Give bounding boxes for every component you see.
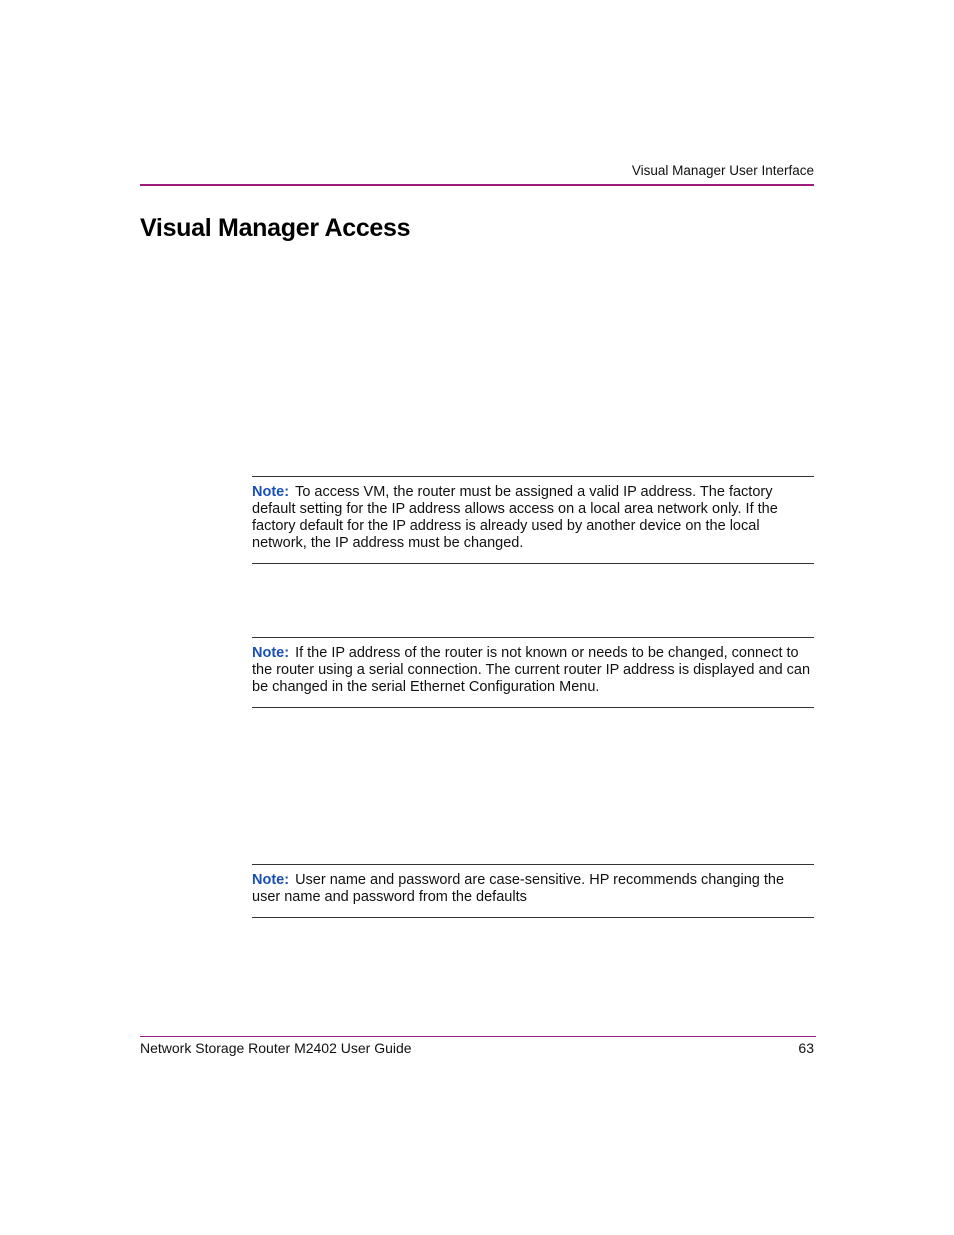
note-2-label: Note: [252,645,290,661]
note-box-2 [252,637,814,708]
note-2-paragraph [252,645,814,696]
note-box-1 [252,476,814,564]
header-rule [140,184,814,186]
footer-page-number: 63 [798,1040,814,1056]
running-header: Visual Manager User Interface [631,163,814,178]
section-title: Visual Manager Access [140,214,411,242]
note-1-paragraph [252,484,814,552]
note-1-label: Note: [252,484,290,500]
footer-rule [140,1036,816,1037]
note-2-text: If the IP address of the router is not known or needs to be changed, connect to the router using a serial connection. The current router IP address is displayed and can be changed in the serial Ethernet Configuration Menu. [252,645,811,695]
note-1-text: To access VM, the router must be assigned a valid IP address. The factory default setting for the IP address allows access on a local area network only. If the factory default for the IP address is already used by another device on the local network, the IP address must be changed. [252,484,778,551]
note-box-3 [252,864,814,918]
note-3-text: User name and password are case-sensitive. HP recommends changing the user name and password from the defaults [252,872,785,905]
note-3-paragraph [252,872,814,906]
footer-guide-title: Network Storage Router M2402 User Guide [140,1040,412,1056]
note-3-label: Note: [252,872,290,888]
